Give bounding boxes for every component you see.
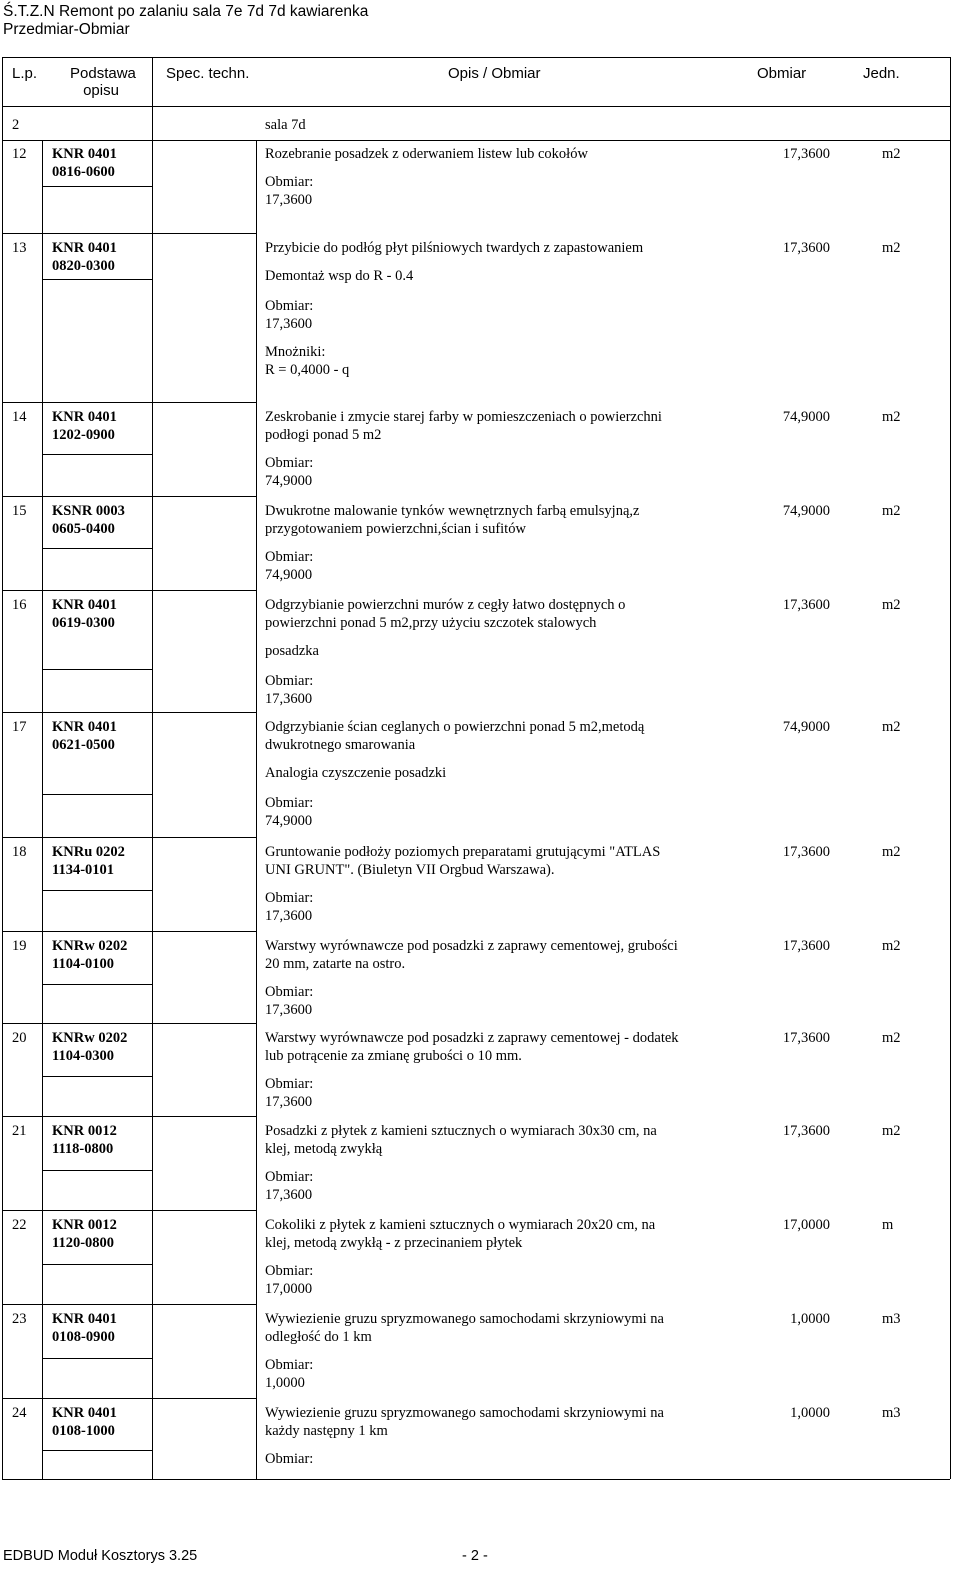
row-number: 18 [12,844,27,860]
kod-podstawy: KSNR 0003 [52,503,125,519]
ilosc: 74,9000 [782,409,830,425]
jednostka: m2 [882,1123,901,1139]
opis-line: Wywiezienie gruzu spryzmowanego samochodami skrzyniowymi na [265,1311,664,1327]
opis-line: Gruntowanie podłoży poziomych preparatami grutującymi "ATLAS [265,844,661,860]
ilosc: 17,3600 [782,597,830,613]
opis-line: dwukrotnego smarowania [265,737,416,753]
column-separator-code [152,57,153,1479]
opis-line: Warstwy wyrównawcze pod posadzki z zaprawy cementowej - dodatek [265,1030,679,1046]
column-header-jedn: Jedn. [863,65,900,82]
opis-line: Rozebranie posadzek z oderwaniem listew lub cokołów [265,146,588,162]
column-header-opis: Opis / Obmiar [448,65,541,82]
ilosc: 17,3600 [782,1030,830,1046]
row-number: 17 [12,719,27,735]
kod-podstawy-pozycja: 0108-1000 [52,1423,115,1439]
obmiar-label: Obmiar: [265,673,314,689]
row-divider [2,1023,256,1024]
row-number: 21 [12,1123,27,1139]
opis-line: klej, metodą zwykłą - z przecinaniem płytek [265,1235,523,1251]
obmiar-value: 17,3600 [265,1094,313,1110]
kod-podstawy-pozycja: 1118-0800 [52,1141,114,1157]
jednostka: m2 [882,844,901,860]
opis-line: Warstwy wyrównawcze pod posadzki z zaprawy cementowej, grubości [265,938,678,954]
kod-podstawy-pozycja: 0816-0600 [52,164,115,180]
ilosc: 17,3600 [782,146,830,162]
obmiar-value: 17,0000 [265,1281,313,1297]
row-number: 22 [12,1217,27,1233]
obmiar-value: 17,3600 [265,908,313,924]
row-divider [2,1304,256,1305]
kod-podstawy-pozycja: 0108-0900 [52,1329,115,1345]
header-separator [2,106,950,107]
row-number: 16 [12,597,27,613]
obmiar-value: 17,3600 [265,1187,313,1203]
kod-podstawy: KNR 0401 [52,146,117,162]
code-sub-divider [42,669,152,670]
kod-podstawy: KNR 0401 [52,597,117,613]
opis-line: Przybicie do podłóg płyt pilśniowych twardych z zapastowaniem [265,240,644,256]
table-border-bottom [2,1479,950,1480]
table-border-right [950,57,951,1479]
footer-page-number: - 2 - [462,1548,488,1564]
opis-line: Odgrzybianie ścian ceglanych o powierzchni ponad 5 m2,metodą [265,719,645,735]
column-header-podstawa-line1: Podstawa [70,65,136,82]
code-sub-divider [42,794,152,795]
section-number: 2 [12,117,20,133]
document-title: Ś.T.Z.N Remont po zalaniu sala 7e 7d 7d kawiarenka [3,3,369,20]
obmiar-value: 17,3600 [265,1002,313,1018]
obmiar-label: Obmiar: [265,890,314,906]
row-divider [2,1210,256,1211]
kod-podstawy: KNR 0012 [52,1123,117,1139]
footer-software: EDBUD Moduł Kosztorys 3.25 [3,1548,198,1564]
code-sub-divider [42,279,152,280]
obmiar-value: 74,9000 [265,567,313,583]
obmiar-label: Obmiar: [265,984,314,1000]
opis-line: odległość do 1 km [265,1329,372,1345]
opis-line: każdy następny 1 km [265,1423,388,1439]
table-border-top [2,57,950,58]
code-sub-divider [42,984,152,985]
section-name: sala 7d [265,117,306,133]
jednostka: m2 [882,1030,901,1046]
opis-line: UNI GRUNT". (Biuletyn VII Orgbud Warszawa). [265,862,555,878]
opis-line: Wywiezienie gruzu spryzmowanego samochodami skrzyniowymi na [265,1405,664,1421]
kod-podstawy: KNRw 0202 [52,938,128,954]
row-number: 19 [12,938,27,954]
opis-line: klej, metodą zwykłą [265,1141,383,1157]
ilosc: 74,9000 [782,719,830,735]
obmiar-value: 17,3600 [265,691,313,707]
kod-podstawy-pozycja: 1134-0101 [52,862,115,878]
opis-dodatkowy: Analogia czyszczenie posadzki [265,765,447,781]
row-divider [2,590,256,591]
obmiar-value: 1,0000 [265,1375,305,1391]
ilosc: 74,9000 [782,503,830,519]
row-divider [2,931,256,932]
kod-podstawy: KNRw 0202 [52,1030,128,1046]
opis-dodatkowy: posadzka [265,643,319,659]
opis-line: Odgrzybianie powierzchni murów z cegły łatwo dostępnych o [265,597,626,613]
opis-line: podłogi ponad 5 m2 [265,427,382,443]
code-sub-divider [42,454,152,455]
jednostka: m2 [882,503,901,519]
column-header-podstawa [70,65,136,99]
jednostka: m3 [882,1311,901,1327]
mnozniki-value: R = 0,4000 - q [265,362,350,378]
obmiar-label: Obmiar: [265,795,314,811]
kod-podstawy-pozycja: 0619-0300 [52,615,115,631]
opis-line: lub potrącenie za zmianę grubości o 10 mm. [265,1048,522,1064]
obmiar-label: Obmiar: [265,549,314,565]
ilosc: 1,0000 [790,1311,830,1327]
kod-podstawy-pozycja: 0820-0300 [52,258,115,274]
code-sub-divider [42,890,152,891]
jednostka: m2 [882,409,901,425]
row-number: 15 [12,503,27,519]
jednostka: m2 [882,146,901,162]
code-sub-divider [42,548,152,549]
obmiar-value: 74,9000 [265,813,313,829]
row-divider [2,402,256,403]
kod-podstawy-pozycja: 1104-0100 [52,956,115,972]
opis-line: przygotowaniem powierzchni,ścian i sufitów [265,521,526,537]
row-divider [2,712,256,713]
row-divider [2,837,256,838]
section-separator [2,140,950,141]
jednostka: m3 [882,1405,901,1421]
column-header-obmiar: Obmiar [757,65,807,82]
code-sub-divider [42,186,152,187]
obmiar-value: 17,3600 [265,316,313,332]
code-sub-divider [42,1076,152,1077]
row-number: 12 [12,146,27,162]
obmiar-value: 74,9000 [265,473,313,489]
kod-podstawy-pozycja: 1202-0900 [52,427,115,443]
ilosc: 17,3600 [782,938,830,954]
kod-podstawy-pozycja: 0605-0400 [52,521,115,537]
opis-line: Posadzki z płytek z kamieni sztucznych o wymiarach 30x30 cm, na [265,1123,657,1139]
row-number: 14 [12,409,27,425]
row-divider [2,1116,256,1117]
ilosc: 17,3600 [782,240,830,256]
code-sub-divider [42,1264,152,1265]
column-header-podstawa-line2: opisu [83,82,119,99]
ilosc: 17,3600 [782,844,830,860]
code-sub-divider [42,1358,152,1359]
kod-podstawy: KNR 0401 [52,409,117,425]
kod-podstawy-pozycja: 1120-0800 [52,1235,115,1251]
row-number: 24 [12,1405,27,1421]
ilosc: 1,0000 [790,1405,830,1421]
obmiar-value: 17,3600 [265,192,313,208]
row-number: 23 [12,1311,27,1327]
column-header-spec: Spec. techn. [166,65,250,82]
opis-line: Zeskrobanie i zmycie starej farby w pomieszczeniach o powierzchni [265,409,662,425]
opis-dodatkowy: Demontaż wsp do R - 0.4 [265,268,414,284]
kod-podstawy: KNR 0401 [52,719,117,735]
ilosc: 17,3600 [782,1123,830,1139]
opis-line: 20 mm, zatarte na ostro. [265,956,406,972]
obmiar-label: Obmiar: [265,298,314,314]
kod-podstawy-pozycja: 0621-0500 [52,737,115,753]
column-separator-lp [42,140,43,1479]
kod-podstawy: KNR 0012 [52,1217,117,1233]
row-divider [2,1398,256,1399]
obmiar-label: Obmiar: [265,1357,314,1373]
opis-line: powierzchni ponad 5 m2,przy użyciu szczotek stalowych [265,615,597,631]
document-subtitle: Przedmiar-Obmiar [3,21,130,38]
obmiar-label: Obmiar: [265,1076,314,1092]
obmiar-label: Obmiar: [265,455,314,471]
obmiar-label: Obmiar: [265,1169,314,1185]
opis-line: Dwukrotne malowanie tynków wewnętrznych farbą emulsyjną,z [265,503,640,519]
opis-line: Cokoliki z płytek z kamieni sztucznych o wymiarach 20x20 cm, na [265,1217,656,1233]
jednostka: m2 [882,719,901,735]
kod-podstawy: KNRu 0202 [52,844,125,860]
ilosc: 17,0000 [782,1217,830,1233]
column-separator-spec [256,140,257,1479]
row-divider [2,233,256,234]
row-number: 20 [12,1030,27,1046]
kod-podstawy: KNR 0401 [52,1311,117,1327]
jednostka: m [882,1217,894,1233]
row-divider [2,496,256,497]
code-sub-divider [42,1170,152,1171]
code-sub-divider [42,1450,152,1451]
kod-podstawy-pozycja: 1104-0300 [52,1048,115,1064]
obmiar-label: Obmiar: [265,1263,314,1279]
column-header-lp: L.p. [12,65,38,82]
row-number: 13 [12,240,27,256]
kod-podstawy: KNR 0401 [52,240,117,256]
table-border-left [2,57,3,1479]
obmiar-label: Obmiar: [265,1451,314,1467]
obmiar-label: Obmiar: [265,174,314,190]
jednostka: m2 [882,597,901,613]
jednostka: m2 [882,938,901,954]
jednostka: m2 [882,240,901,256]
mnozniki-label: Mnożniki: [265,344,326,360]
kod-podstawy: KNR 0401 [52,1405,117,1421]
